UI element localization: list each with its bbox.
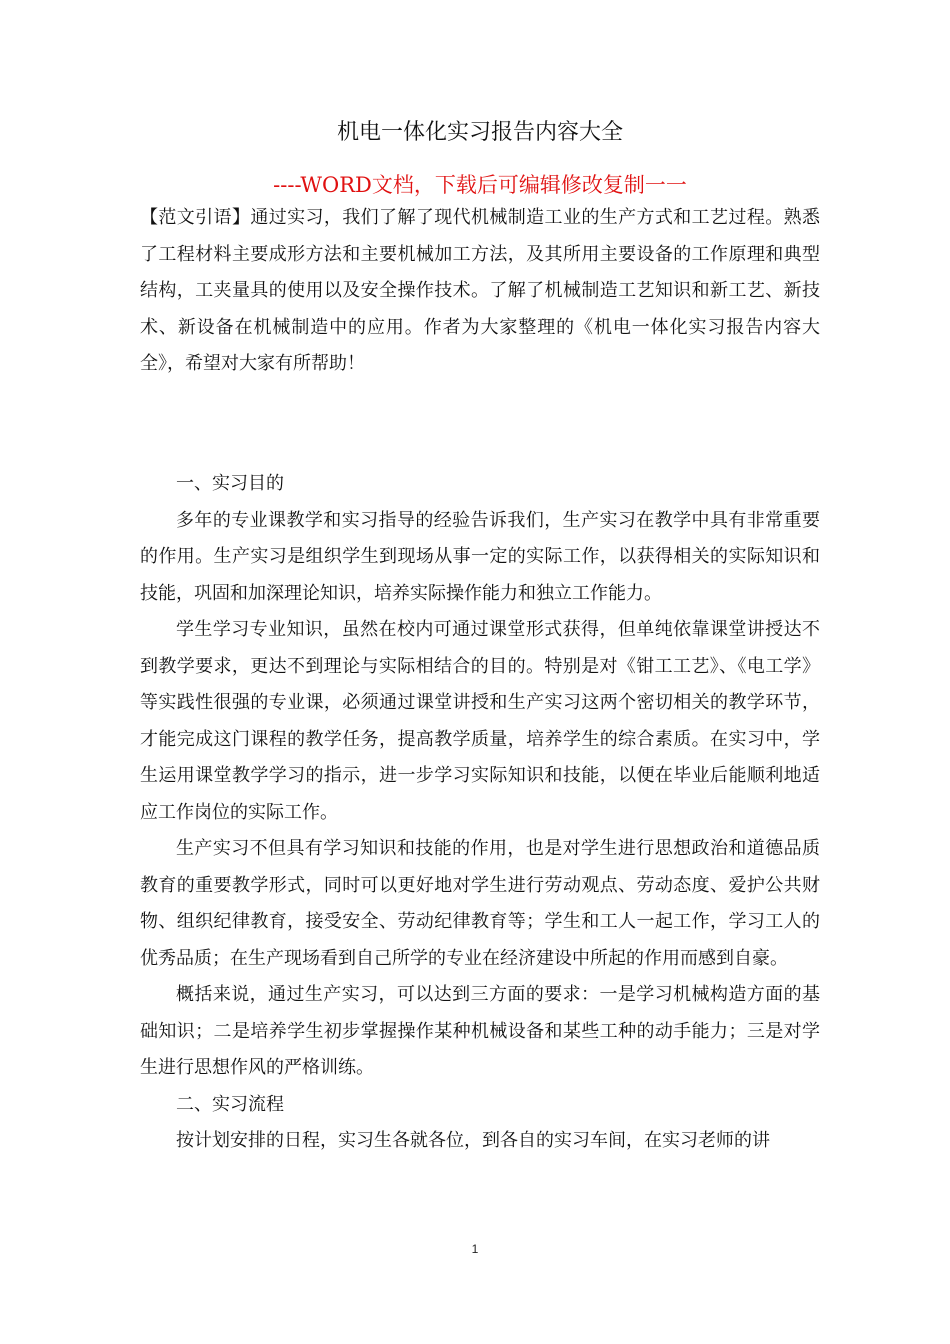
intro-block	[140, 200, 820, 383]
body-paragraph: 多年的专业课教学和实习指导的经验告诉我们，生产实习在教学中具有非常重要的作用。生产实习是组织学生到现场从事一定的实际工作，以获得相关的实际知识和技能，巩固和加深理论知识，培养实际操作能力和独立工作能力。	[140, 509, 820, 604]
body-paragraph: 学生学习专业知识，虽然在校内可通过课堂形式获得，但单纯依靠课堂讲授达不到教学要求，更达不到理论与实际相结合的目的。特别是对《钳工工艺》、《电工学》等实践性很强的专业课，必须通过课堂讲授和生产实习这两个密切相关的教学环节，才能完成这门课程的教学任务，提高教学质量，培养学生的综合素质。在实习中，学生运用课堂教学学习的指示，进一步学习实际知识和技能，以便在毕业后能顺利地适应工作岗位的实际工作。	[140, 619, 820, 823]
main-body	[140, 466, 820, 1160]
body-paragraph: 按计划安排的日程，实习生各就各位，到各自的实习车间，在实习老师的讲	[176, 1130, 770, 1151]
document-subtitle: ----WORD文档，下载后可编辑修改复制一一	[273, 173, 687, 197]
page-number: 1	[471, 1242, 479, 1256]
section-heading-purpose: 一、实习目的	[176, 473, 284, 494]
body-paragraph: 概括来说，通过生产实习，可以达到三方面的要求：一是学习机械构造方面的基础知识；二是培养学生初步掌握操作某种机械设备和某些工种的动手能力；三是对学生进行思想作风的严格训练。	[140, 984, 820, 1078]
document-title: 机电一体化实习报告内容大全	[336, 120, 623, 145]
body-paragraph: 生产实习不但具有学习知识和技能的作用，也是对学生进行思想政治和道德品质教育的重要教学形式，同时可以更好地对学生进行劳动观点、劳动态度、爱护公共财物、组织纪律教育，接受安全、劳动纪律教育等；学生和工人一起工作，学习工人的优秀品质；在生产现场看到自己所学的专业在经济建设中所起的作用而感到自豪。	[140, 838, 820, 969]
intro-paragraph: 【范文引语】通过实习，我们了解了现代机械制造工业的生产方式和工艺过程。熟悉了工程材料主要成形方法和主要机械加工方法，及其所用主要设备的工作原理和典型结构，工夹量具的使用以及安全操作技术。了解了机械制造工艺知识和新工艺、新技术、新设备在机械制造中的应用。作者为大家整理的《机电一体化实习报告内容大全》，希望对大家有所帮助！	[140, 207, 820, 374]
section-heading-process: 二、实习流程	[176, 1093, 284, 1115]
